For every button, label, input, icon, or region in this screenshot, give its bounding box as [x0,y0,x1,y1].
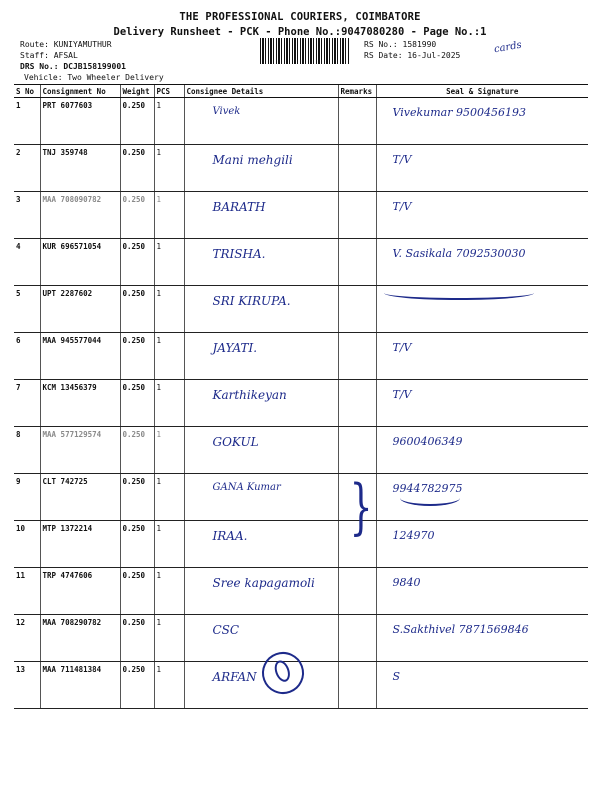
pcs-cell: 1 [154,427,184,474]
barcode-image [260,38,350,64]
col-consignment: Consignment No [40,85,120,98]
remarks-cell [338,380,376,427]
sno-cell: 4 [14,239,40,286]
consignment-cell: MAA 577129574 [40,427,120,474]
col-sno: S No [14,85,40,98]
weight-cell: 0.250 [120,474,154,521]
weight-cell: 0.250 [120,427,154,474]
pcs-cell: 1 [154,333,184,380]
pcs-cell: 1 [154,380,184,427]
weight-cell: 0.250 [120,380,154,427]
remarks-cell [338,239,376,286]
consignee-cell: IRAA. [184,521,338,568]
company-title: THE PROFESSIONAL COURIERS, COIMBATORE [179,11,421,23]
sno-cell: 10 [14,521,40,568]
remarks-cell [338,145,376,192]
weight-cell: 0.250 [120,145,154,192]
signature-cell: T/V [376,333,588,380]
sno-cell: 12 [14,615,40,662]
consignment-cell: KCM 13456379 [40,380,120,427]
handwritten-note: cards [493,39,523,56]
consignee-cell: GOKUL [184,427,338,474]
sno-cell: 7 [14,380,40,427]
consignment-cell: MAA 708090782 [40,192,120,239]
remarks-cell [338,98,376,145]
signature-scribble [400,490,460,506]
col-weight: Weight [120,85,154,98]
consignment-cell: MTP 1372214 [40,521,120,568]
route-label: Route: KUNIYAMUTHUR [20,40,112,49]
weight-cell: 0.250 [120,333,154,380]
table-row [14,427,588,474]
staff-label: Staff: AFSAL [20,51,78,60]
consignment-cell: PRT 6077603 [40,98,120,145]
sno-cell: 3 [14,192,40,239]
sno-cell: 13 [14,662,40,709]
weight-cell: 0.250 [120,568,154,615]
sno-cell: 11 [14,568,40,615]
rs-date: RS Date: 16-Jul-2025 [364,51,461,60]
runsheet-subtitle: Delivery Runsheet - PCK - Phone No.:9047080280 - Page No.:1 [113,26,487,38]
signature-cell: 9840 [376,568,588,615]
sno-cell: 6 [14,333,40,380]
consignee-cell: CSC [184,615,338,662]
signature-cell: S [376,662,588,709]
sno-cell: 2 [14,145,40,192]
table-row [14,98,588,145]
consignee-cell: SRI KIRUPA. [184,286,338,333]
weight-cell: 0.250 [120,98,154,145]
brace-mark: } [349,472,373,542]
remarks-cell [338,568,376,615]
remarks-cell [338,286,376,333]
col-consignee: Consignee Details [184,85,338,98]
consignee-cell: Vivek [184,98,338,145]
col-remarks: Remarks [338,85,376,98]
col-pcs: PCS [154,85,184,98]
meta-right [364,39,460,61]
consignee-cell: Sree kapagamoli [184,568,338,615]
drs-number: DRS No.: DCJB158199001 [20,62,126,71]
table-row [14,145,588,192]
consignment-cell: MAA 708290782 [40,615,120,662]
table-row [14,521,588,568]
pcs-cell: 1 [154,192,184,239]
signature-cell: V. Sasikala 7092530030 [376,239,588,286]
weight-cell: 0.250 [120,662,154,709]
table-row [14,568,588,615]
signature-scribble [384,286,534,300]
pcs-cell: 1 [154,474,184,521]
pcs-cell: 1 [154,521,184,568]
pcs-cell: 1 [154,145,184,192]
pcs-cell: 1 [154,239,184,286]
consignment-cell: UPT 2287602 [40,286,120,333]
table-row [14,615,588,662]
consignment-cell: TNJ 359748 [40,145,120,192]
table-row [14,333,588,380]
sno-cell: 9 [14,474,40,521]
pcs-cell: 1 [154,662,184,709]
signature-cell: Vivekumar 9500456193 [376,98,588,145]
sno-cell: 8 [14,427,40,474]
signature-cell: 9600406349 [376,427,588,474]
weight-cell: 0.250 [120,521,154,568]
signature-cell: 9944782975 [376,474,588,521]
consignee-cell: Mani mehgili [184,145,338,192]
weight-cell: 0.250 [120,239,154,286]
table-header-row [14,85,588,98]
consignee-cell: ARFAN [184,662,338,709]
consignee-cell: TRISHA. [184,239,338,286]
sno-cell: 5 [14,286,40,333]
table-row [14,380,588,427]
weight-cell: 0.250 [120,286,154,333]
consignment-cell: MAA 945577044 [40,333,120,380]
signature-cell: S.Sakthivel 7871569846 [376,615,588,662]
pcs-cell: 1 [154,615,184,662]
sno-cell: 1 [14,98,40,145]
pcs-cell: 1 [154,568,184,615]
remarks-cell [338,615,376,662]
meta-left [20,39,164,83]
consignee-cell: BARATH [184,192,338,239]
rs-number: RS No.: 1581990 [364,40,437,49]
remarks-cell [338,333,376,380]
signature-cell: T/V [376,192,588,239]
weight-cell: 0.250 [120,615,154,662]
signature-cell: T/V [376,380,588,427]
consignee-cell: JAYATI. [184,333,338,380]
table-row [14,192,588,239]
consignment-cell: MAA 711481384 [40,662,120,709]
consignment-cell: KUR 696571054 [40,239,120,286]
consignee-cell: Karthikeyan [184,380,338,427]
pcs-cell: 1 [154,98,184,145]
weight-cell: 0.250 [120,192,154,239]
vehicle-label: Vehicle: Two Wheeler Delivery [24,73,164,82]
consignment-cell: CLT 742725 [40,474,120,521]
col-signature: Seal & Signature [376,85,588,98]
table-row [14,239,588,286]
remarks-cell [338,662,376,709]
consignment-cell: TRP 4747606 [40,568,120,615]
remarks-cell [338,427,376,474]
signature-cell: 124970 [376,521,588,568]
runsheet-table [14,84,588,709]
consignee-cell: GANA Kumar [184,474,338,521]
signature-cell: T/V [376,145,588,192]
pcs-cell: 1 [154,286,184,333]
remarks-cell [338,192,376,239]
table-row [14,474,588,521]
